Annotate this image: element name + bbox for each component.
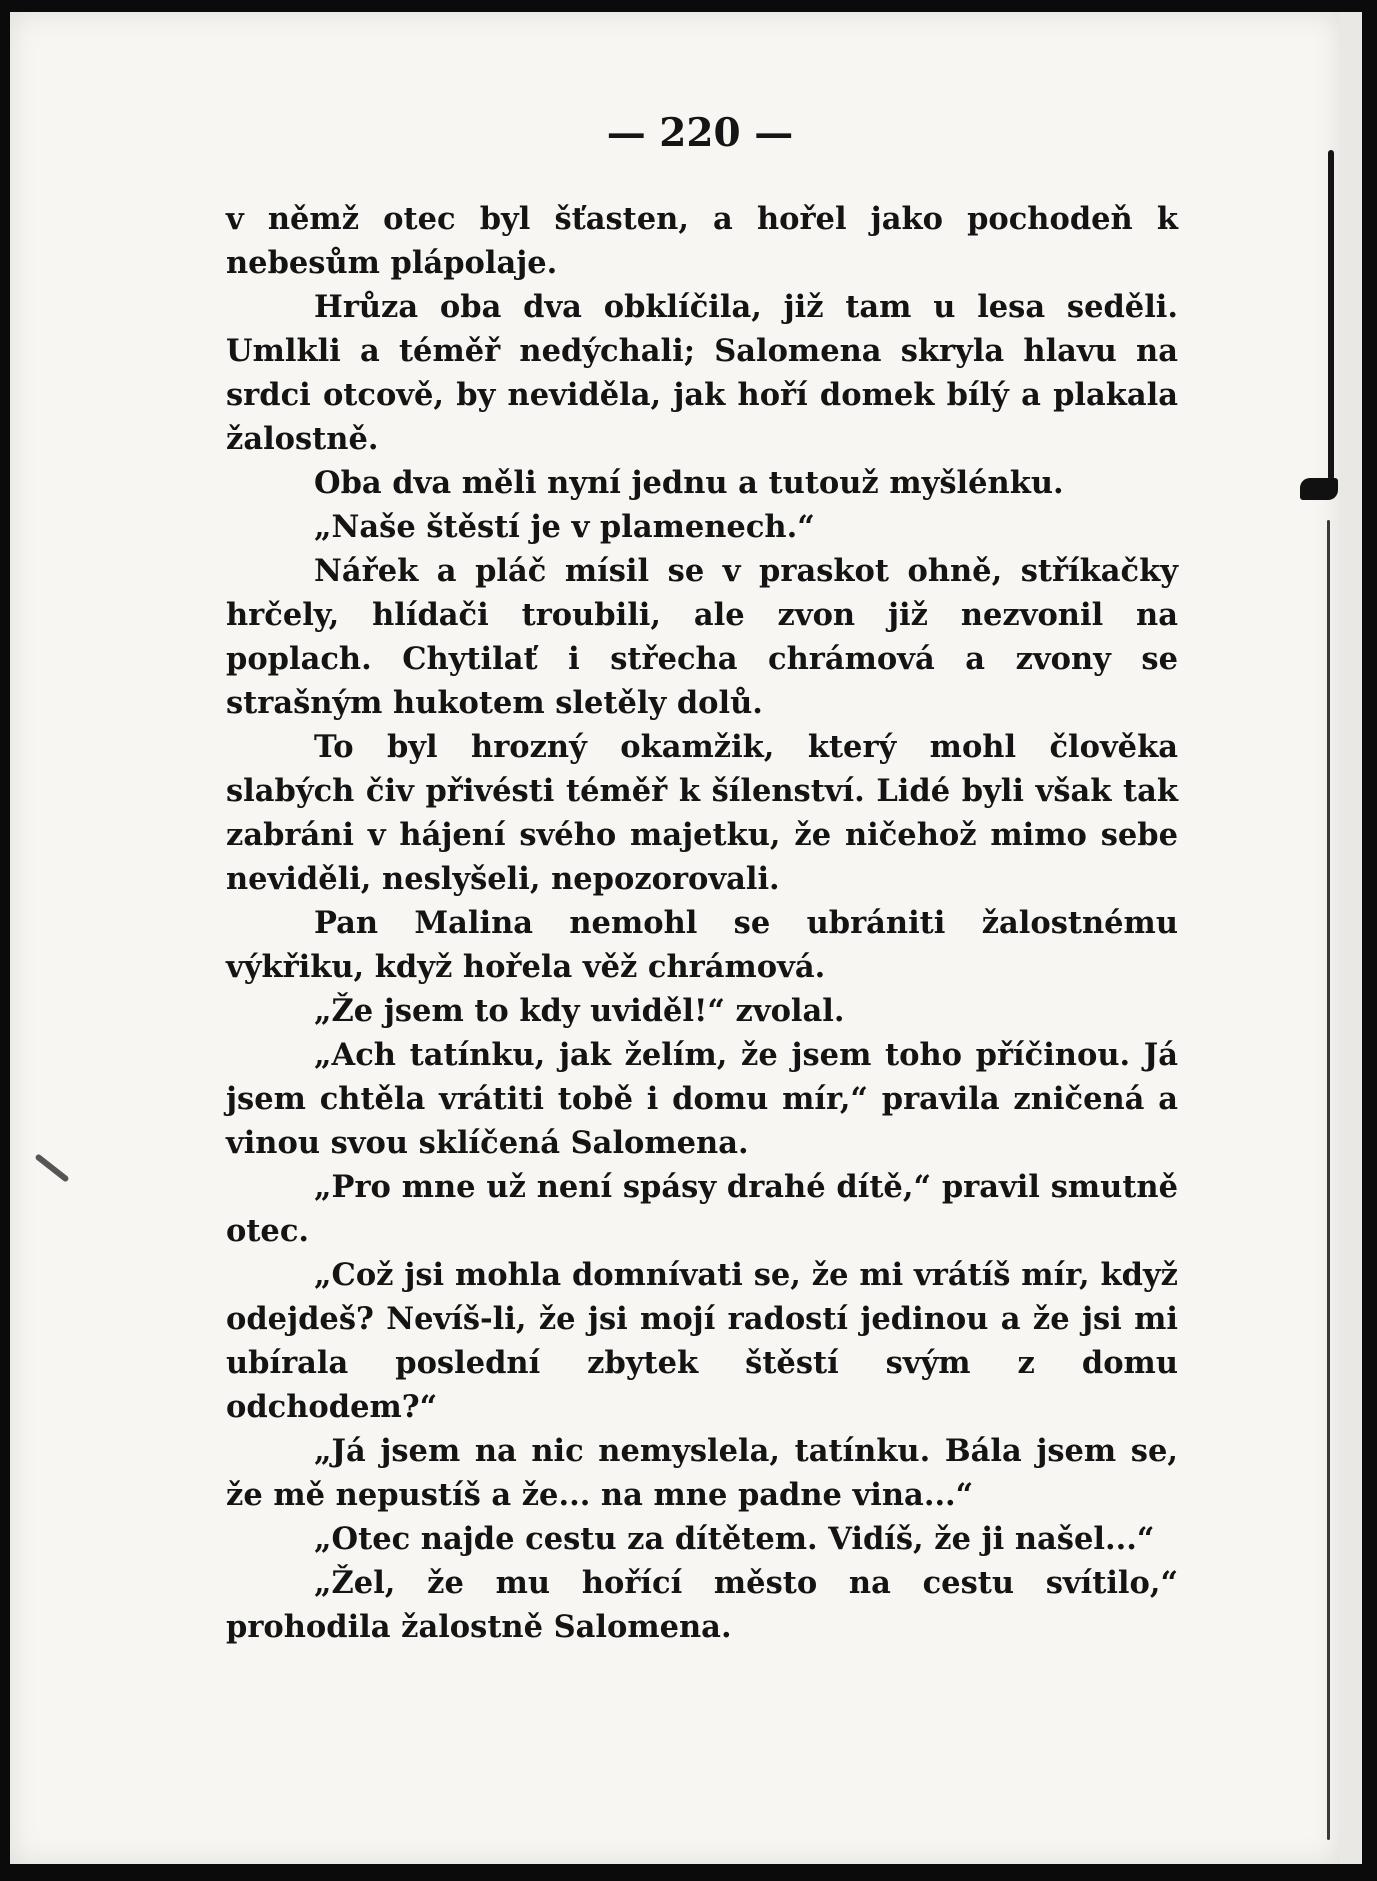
- binding-edge-line-lower: [1327, 520, 1330, 1840]
- body-text: [226, 197, 1178, 1649]
- paragraph: „Což jsi mohla domnívati se, že mi vrátíš mír, když odejdeš? Nevíš-li, že jsi mojí radostí jedinou a že jsi mi ubírala poslední zbytek štěstí svým z domu odchodem?“: [226, 1257, 1178, 1425]
- binding-notch-mark: [1300, 478, 1338, 500]
- paragraph: „Ach tatínku, jak želím, že jsem toho příčinou. Já jsem chtěla vrátiti tobě i domu mír,“ pravila zničená a vinou svou sklíčená Salomena.: [226, 1037, 1178, 1161]
- paragraph: „Že jsem to kdy uviděl!“ zvolal.: [314, 993, 845, 1029]
- paragraph: Pan Malina nemohl se ubrániti žalostnému výkřiku, když hořela věž chrámová.: [226, 905, 1178, 985]
- paragraph: Oba dva měli nyní jednu a tutouž myšlénku.: [314, 465, 1064, 501]
- paragraph: v němž otec byl šťasten, a hořel jako pochodeň k nebesům plápolaje.: [226, 201, 1178, 281]
- paragraph: To byl hrozný okamžik, který mohl člověka slabých čiv přivésti téměř k šílenství. Lidé byli však tak zabráni v hájení svého majetku, že ničehož mimo sebe neviděli, neslyšeli, nepozorovali.: [226, 729, 1178, 897]
- paragraph: „Já jsem na nic nemyslela, tatínku. Bála jsem se, že mě nepustíš a že... na mne padne vina...“: [226, 1433, 1178, 1513]
- binding-edge-line: [1328, 150, 1334, 480]
- page-number: — 220 —: [606, 110, 794, 156]
- page-edge: [1340, 12, 1362, 1864]
- paragraph: „Pro mne už není spásy drahé dítě,“ pravil smutně otec.: [226, 1169, 1178, 1249]
- paragraph: „Naše štěstí je v plamenech.“: [314, 509, 815, 545]
- paragraph: „Otec najde cestu za dítětem. Vidíš, že ji našel...“: [314, 1521, 1155, 1557]
- paragraph: Nářek a pláč mísil se v praskot ohně, stříkačky hrčely, hlídači troubili, ale zvon již nezvonil na poplach. Chytilať i střecha chrámová a zvony se strašným hukotem sletěly dolů.: [226, 553, 1178, 721]
- paragraph: „Žel, že mu hořící město na cestu svítilo,“ prohodila žalostně Salomena.: [226, 1565, 1178, 1645]
- paragraph: Hrůza oba dva obklíčila, již tam u lesa seděli. Umlkli a téměř nedýchali; Salomena skryla hlavu na srdci otcově, by neviděla, jak hoří domek bílý a plakala žalostně.: [226, 289, 1178, 457]
